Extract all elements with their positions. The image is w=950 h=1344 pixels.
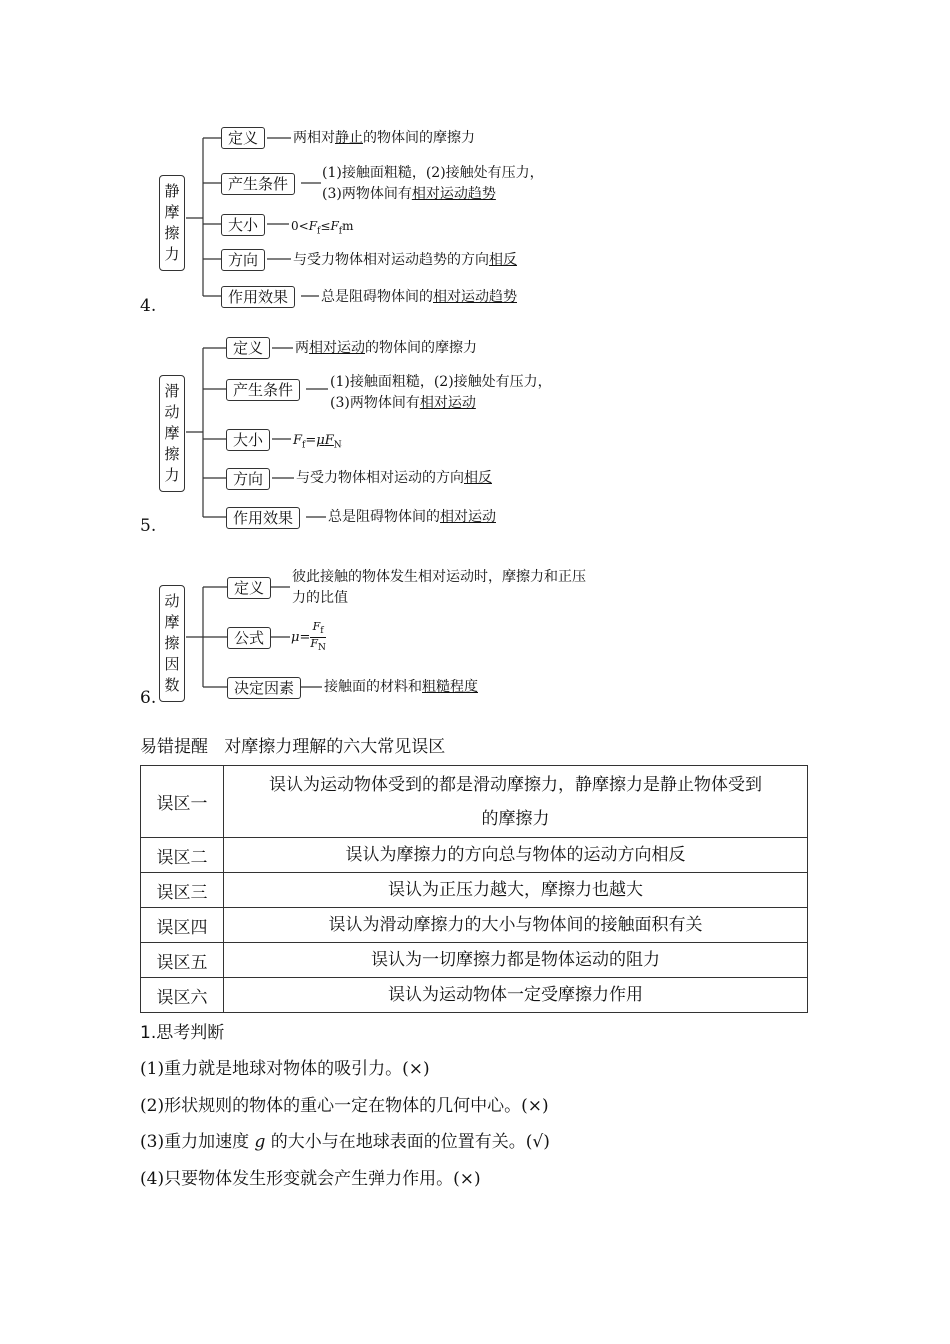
diagram-number: 4. [140,296,157,316]
zone-cell: 误区五 [141,943,224,978]
judge-item-3: (3)重力加速度 g 的大小与在地球表面的位置有关。(√) [140,1132,550,1152]
content-cell: 误认为运动物体一定受摩擦力作用 [224,978,808,1013]
root-label: 动 摩 擦 因 数 [164,592,180,694]
definition-text: 彼此接触的物体发生相对运动时，摩擦力和正压 力的比值 [292,569,586,606]
content-cell: 误认为运动物体受到的都是滑动摩擦力，静摩擦力是静止物体受到 的摩擦力 [224,766,808,838]
diagram-number: 5. [140,516,157,536]
definition-text: 两相对静止的物体间的摩擦力 [293,130,475,146]
table-row [141,838,808,873]
zone-cell: 误区四 [141,908,224,943]
label-effect: 作用效果 [221,286,295,308]
direction-text: 与受力物体相对运动趋势的方向相反 [293,252,517,268]
diagram-root-box [159,585,185,702]
root-label: 静 摩 擦 力 [164,182,180,263]
label-effect: 作用效果 [226,507,300,529]
label-definition: 定义 [226,337,270,359]
label-magnitude: 大小 [221,214,265,236]
table-row [141,978,808,1013]
table-row [141,943,808,978]
content-cell: 误认为一切摩擦力都是物体运动的阻力 [224,943,808,978]
label-magnitude: 大小 [226,429,270,451]
zone-cell: 误区六 [141,978,224,1013]
content-cell: 误认为滑动摩擦力的大小与物体间的接触面积有关 [224,908,808,943]
effect-text: 总是阻碍物体间的相对运动趋势 [321,289,517,305]
definition-text: 两相对运动的物体间的摩擦力 [295,340,477,356]
label-direction: 方向 [221,249,265,271]
heading-tag: 易错提醒 [140,737,208,757]
label-conditions: 产生条件 [221,173,295,195]
content-cell: 误认为正压力越大，摩擦力也越大 [224,873,808,908]
label-conditions: 产生条件 [226,379,300,401]
root-label: 滑 动 摩 擦 力 [164,382,180,484]
table-row [141,766,808,838]
zone-cell: 误区三 [141,873,224,908]
diagram-number: 6. [140,688,157,708]
label-definition: 定义 [221,127,265,149]
judge-title: 1.思考判断 [140,1023,225,1043]
judge-item-4: (4)只要物体发生形变就会产生弹力作用。(×) [140,1169,481,1189]
magnitude-formula: $0<F_f\le F_fm$ [291,219,354,237]
judge-item-2: (2)形状规则的物体的重心一定在物体的几何中心。(×) [140,1096,549,1116]
label-factors: 决定因素 [227,677,301,699]
label-formula: 公式 [227,627,271,649]
misconception-heading [140,732,445,757]
coefficient-formula: μ= $\frac{F_f}{F_N}$ [291,620,326,654]
heading-title: 对摩擦力理解的六大常见误区 [224,737,446,757]
conditions-text: (1)接触面粗糙，(2)接触处有压力， (3)两物体间有相对运动趋势 [322,165,544,202]
zone-cell: 误区一 [141,766,224,838]
content-cell: 误认为摩擦力的方向总与物体的运动方向相反 [224,838,808,873]
effect-text: 总是阻碍物体间的相对运动 [328,509,496,525]
label-direction: 方向 [226,468,270,490]
misconception-table [140,765,808,1013]
label-definition: 定义 [227,577,271,599]
judge-item-1: (1)重力就是地球对物体的吸引力。(×) [140,1059,430,1079]
zone-cell: 误区二 [141,838,224,873]
magnitude-formula: $F_f=\mu F_N$ [293,433,342,451]
conditions-text: (1)接触面粗糙，(2)接触处有压力， (3)两物体间有相对运动 [330,374,552,411]
factors-text: 接触面的材料和粗糙程度 [324,679,478,695]
table-row [141,908,808,943]
direction-text: 与受力物体相对运动的方向相反 [296,470,492,486]
table-row [141,873,808,908]
